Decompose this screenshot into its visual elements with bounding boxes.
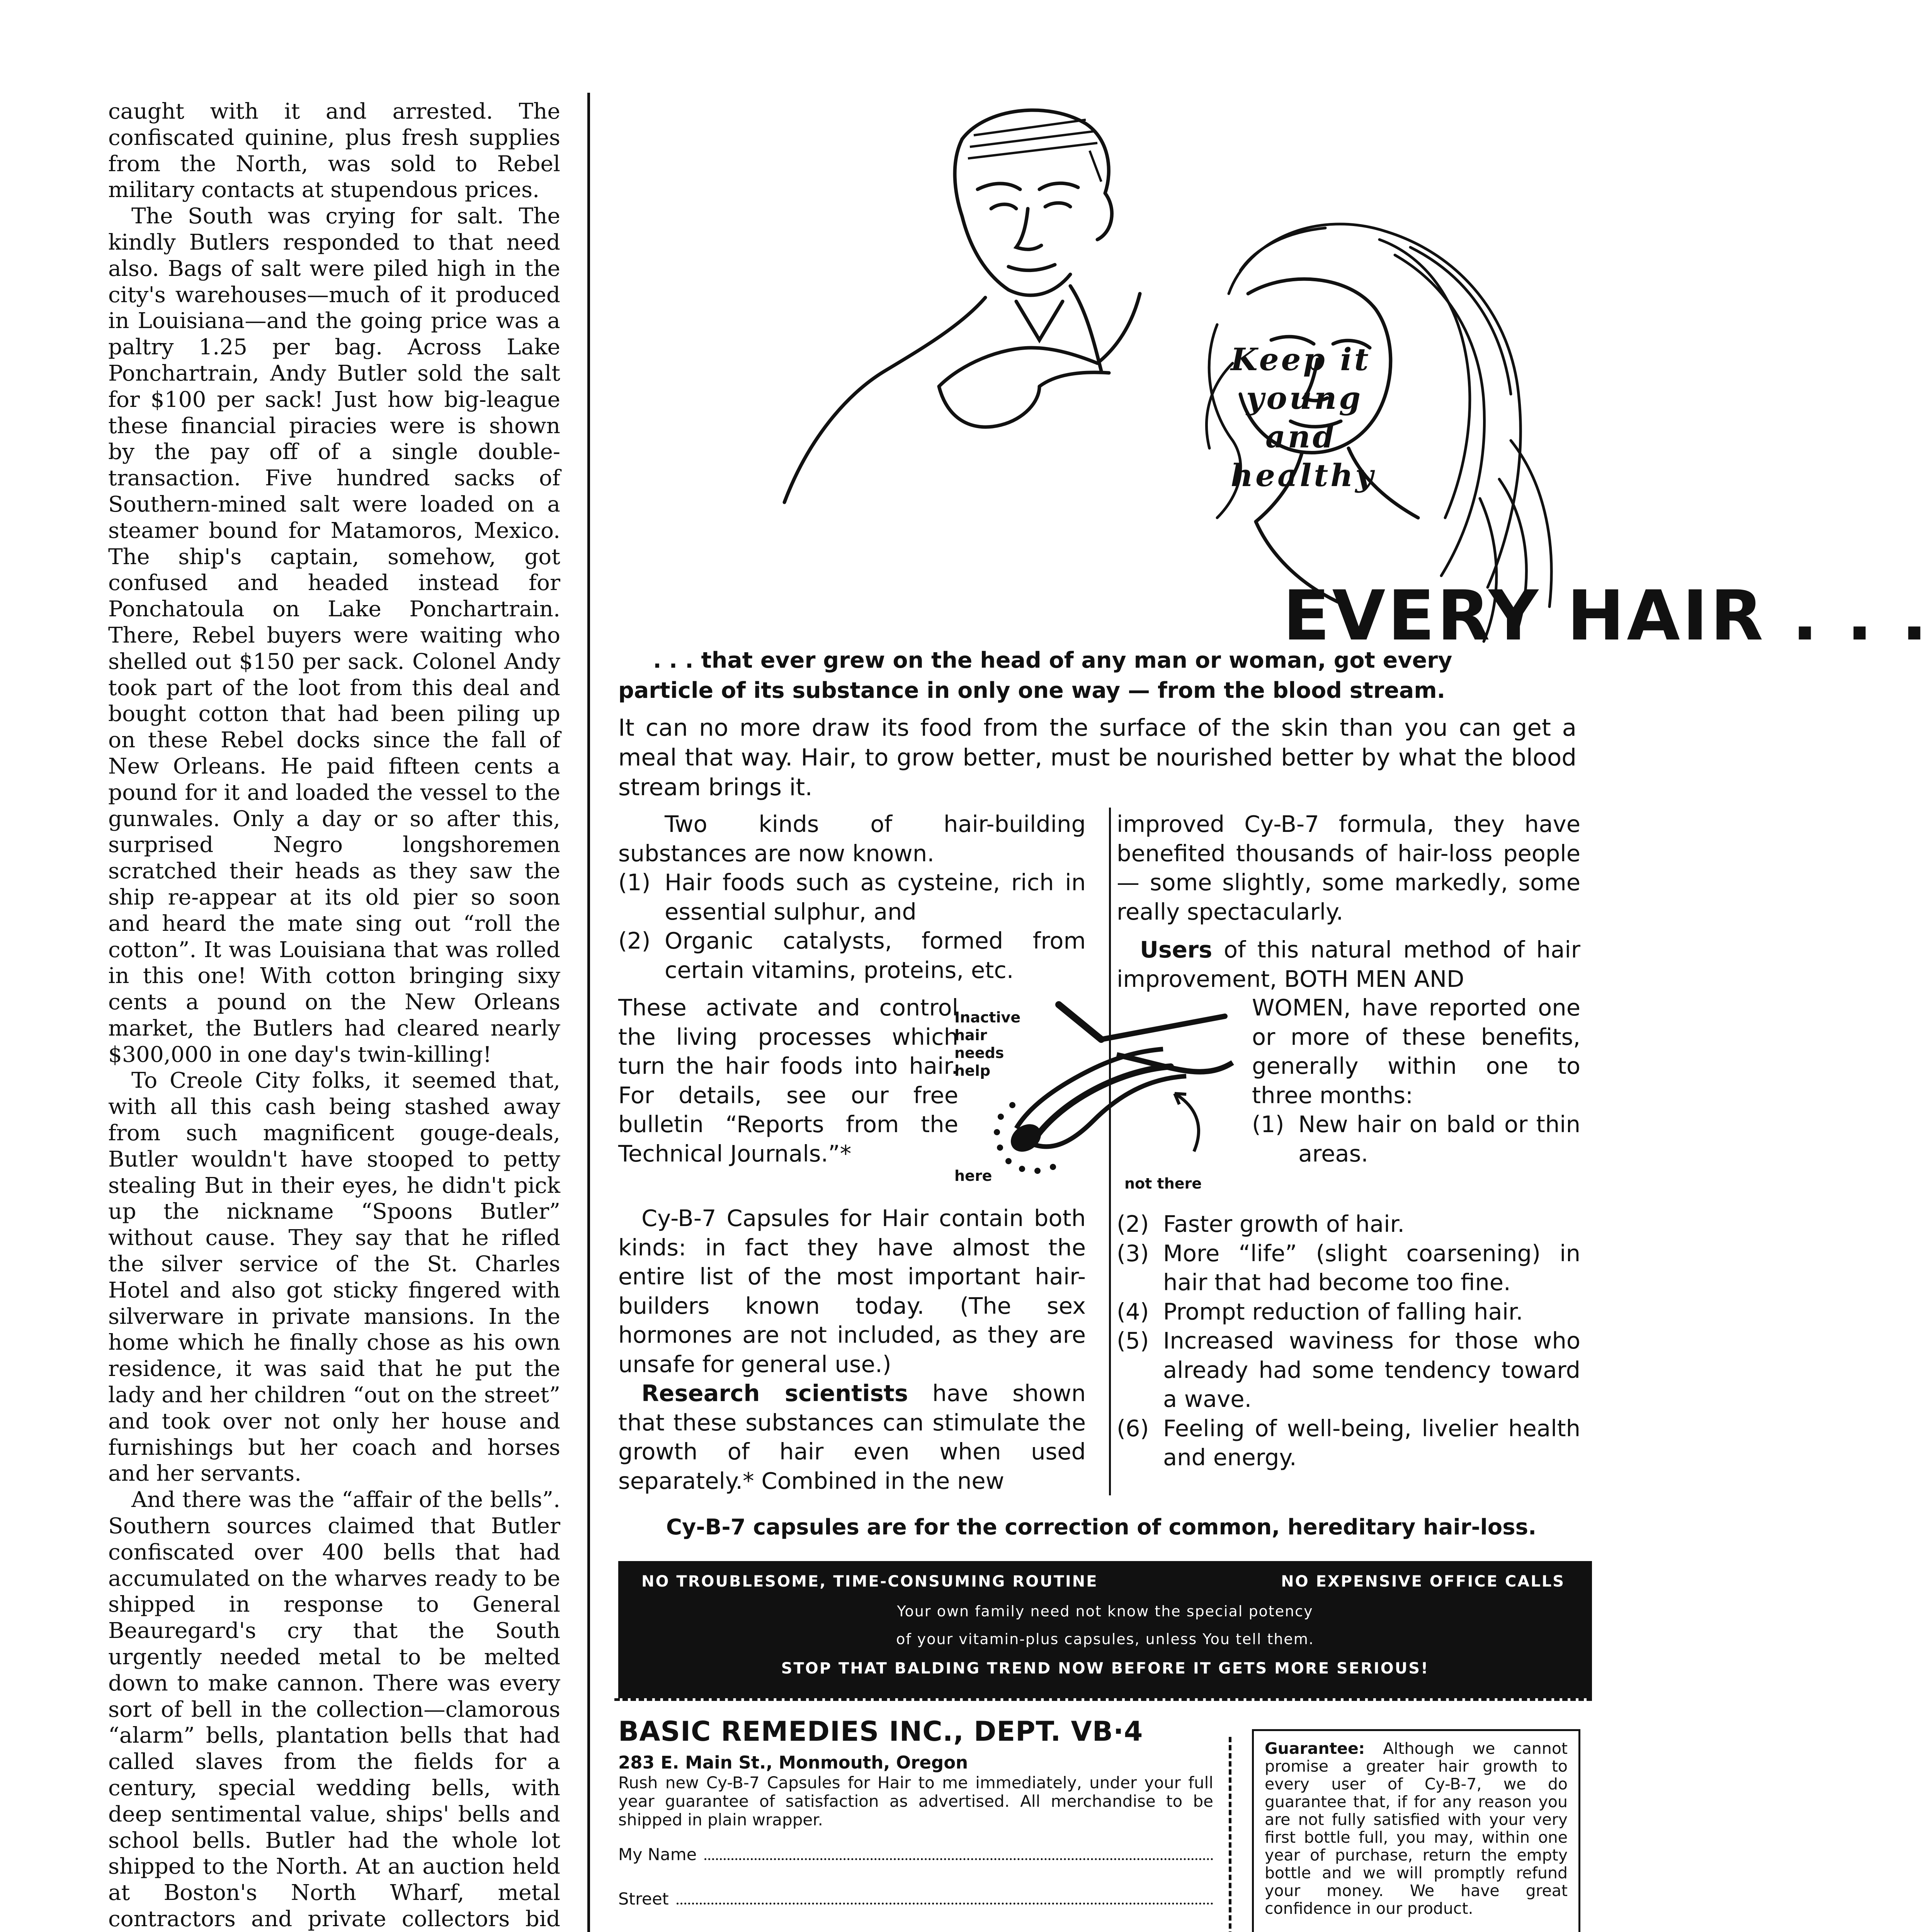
script-line: young [1246,380,1363,416]
benefit-number: (3) [1117,1240,1149,1267]
benefit-text: Feeling of well-being, livelier health and energy. [1163,1415,1580,1471]
script-line: and [1265,418,1337,455]
benefit-item [1117,1326,1580,1414]
improved-formula-text: improved Cy-B-7 formula, they have benefited thousands of hair-loss people — some slightly, some markedly, some really spectacularly. [1117,811,1580,925]
benefit-item [1117,1414,1580,1472]
order-instructions: Rush new Cy-B-7 Capsules for Hair to me immediately, under your full year guarantee of satisfaction as advertised. All merchandise to be shipped in plain wrapper. [618,1773,1213,1829]
capsules-text: Cy-B-7 Capsules for Hair contain both kinds: in fact they have almost the entire list of the most important hair-builders known today. (The sex hormones are not included, as they are unsafe for general use.) [618,1205,1086,1378]
research-bold: Research scientists [641,1380,908,1406]
research-text [618,1379,1086,1495]
benefit-text: Prompt reduction of falling hair. [1163,1298,1523,1325]
kind-text: Hair foods such as cysteine, rich in essential sulphur, and [665,869,1086,925]
benefits-list [1117,1209,1580,1472]
hair-substances-section [618,810,1086,985]
column-rule [587,93,590,1932]
ad-headline: EVERY HAIR . . . [1283,576,1930,656]
users-bold: Users [1140,936,1213,963]
diagram-label-not-there: not there [1124,1175,1202,1192]
street-input-line[interactable] [677,1893,1213,1905]
benefit-number: (6) [1117,1415,1149,1442]
black-banner [618,1561,1592,1698]
kind-item [618,868,1086,926]
company-address: 283 E. Main St., Monmouth, Oregon [618,1752,968,1773]
activate-text: These activate and control the living processes which turn the hair foods into hair. For details, see our free bulletin “Reports from the Technical Journals.”* [618,994,958,1167]
benefit-item [1117,1297,1580,1327]
users-rest: of this natural method of hair improvement, BOTH MEN AND [1117,936,1580,992]
script-tagline [1231,340,1424,495]
name-input-line[interactable] [704,1849,1213,1860]
kind-text: Organic catalysts, formed from certain vitamins, proteins, etc. [665,927,1086,983]
article-paragraph: The South was crying for salt. The kindly Butlers responded to that need also. Bags of salt were piled high in the city's warehouses—much of it produced in Louisiana—and the going price was a paltry 1.25 per bag. Across Lake Ponchartrain, Andy Butler sold the salt for $100 per sack! Just how big-league these financial piracies were is shown by the pay off of a single double-transaction. Five hundred sacks of Southern-mined salt were loaded on a steamer bound for Matamoros, Mexico. The ship's captain, somehow, got confused and headed instead for Ponchatoula on Lake Ponchartrain. There, Rebel buyers were waiting who shelled out $150 per sack. Colonel Andy took part of the loot from this deal and bought cotton that had been piling up on these Rebel docks since the fall of New Orleans. He paid fifteen cents a pound for it and loaded the vessel to the gunwales. Only a day or so after this, surprised Negro longshoremen scratched their heads as they saw the ship re-appear at its old pier so soon and heard the mate sing out “roll the cotton”. It was Louisiana that was rolled in this one! With cotton bringing sixy cents a pound on the New Orleans market, the Butlers had cleared nearly $300,000 in one day's twin-killing! [108,204,560,1067]
correction-statement: Cy-B-7 capsules are for the correction of common, hereditary hair-loss. [666,1515,1537,1540]
subhead-line: particle of its substance in only one way — from the blood stream. [618,678,1446,703]
article-paragraph: To Creole City folks, it seemed that, with all this cash being stashed away from such magnificent gouge-deals, Butler wouldn't have stooped to petty stealing But in their eyes, he didn't pick up the nickname “Spoons Butler” without cause. They say that he rifled the silver service of the St. Charles Hotel and also got sticky fingered with silverware in private mansions. In the home which he finally chose as his own residence, it was said that he put the lady and her children “out on the street” and took over not only her house and furnishings but her coach and horses and her servants. [108,1068,560,1486]
order-coupon [614,1698,1592,1932]
street-field[interactable] [618,1889,1213,1909]
research-rest: have shown that these substances can stimulate the growth of hair even when used separately.* Combined in the new [618,1380,1086,1494]
kind-number: (1) [618,869,651,896]
banner-middle-text: of your vitamin-plus capsules, unless You tell them. [896,1631,1314,1648]
women-text [1252,993,1580,1168]
capsules-section [618,1204,1086,1495]
diagram-label-inactive: Inactive hair needs help [954,1009,1021,1079]
benefit-item [1117,1209,1580,1239]
script-line: healthy [1231,457,1376,493]
article-column [108,99,560,1932]
guarantee-bold: Guarantee: [1265,1739,1365,1758]
benefit-item [1252,1110,1580,1168]
guarantee-text: Although we cannot promise a greater hair growth to every user of Cy-B-7, we do guarantee that, if for any reason you are not fully satisfied with your very first bottle full, you may, within one year of purchase, return the empty bottle and we will promptly refund your money. We have great confidence in our product. [1265,1739,1568,1918]
benefit-text: Faster growth of hair. [1163,1211,1405,1237]
street-label: Street [618,1889,669,1909]
kind-number: (2) [618,927,651,954]
company-name: BASIC REMEDIES INC., DEPT. VB·4 [618,1716,1143,1747]
subhead-line: . . . that ever grew on the head of any man or woman, got every [653,648,1452,673]
benefit-text: More “life” (slight coarsening) in hair that had become too fine. [1163,1240,1580,1296]
kind-item [618,926,1086,985]
banner-bottom-text: STOP THAT BALDING TREND NOW BEFORE IT GETS MORE SERIOUS! [781,1660,1429,1677]
banner-left-text: NO TROUBLESOME, TIME-CONSUMING ROUTINE [641,1573,1098,1590]
women-intro: WOMEN, have reported one or more of these benefits, generally within one to three months: [1252,994,1580,1109]
benefit-number: (5) [1117,1327,1149,1354]
column-divider [1109,808,1111,1495]
users-text [1117,935,1580,993]
benefit-text: New hair on bald or thin areas. [1298,1111,1580,1167]
article-paragraph: caught with it and arrested. The confiscated quinine, plus fresh supplies from the North, was sold to Rebel military contacts at stupendous prices. [108,99,560,203]
article-paragraph: And there was the “affair of the bells”. Southern sources claimed that Butler confiscated over 400 bells that had accumulated on the wharves ready to be shipped in response to General Beauregard's cry that the South urgently needed metal to be melted down to make cannon. There was every sort of bell in the collection—clamorous “alarm” bells, plantation bells that had called slaves from the fields for a century, special wedding bells, with deep sentimental value, ships' bells and school bells. Butler had the whole lot shipped to the North. At an auction held at Boston's North Wharf, metal contractors and private collectors bid [108,1487,560,1932]
name-field[interactable] [618,1845,1213,1864]
benefit-number: (1) [1252,1111,1284,1138]
hair-follicle-diagram [954,989,1256,1206]
script-line: Keep it [1231,341,1371,378]
benefit-number: (4) [1117,1298,1149,1325]
ad-subhead [618,645,1592,706]
two-kinds-text: Two kinds of hair-building substances are now known. [618,811,1086,867]
name-label: My Name [618,1845,697,1864]
benefit-number: (2) [1117,1211,1149,1237]
benefit-item [1117,1239,1580,1297]
coupon-cut-line [1229,1737,1231,1932]
diagram-label-here: here [954,1167,992,1184]
banner-middle-text: Your own family need not know the special potency [897,1603,1313,1620]
ad-intro: It can no more draw its food from the surface of the skin than you can get a meal that way. Hair, to grow better, must be nourished better by what the blood stream brings it. [618,714,1577,801]
banner-right-text: NO EXPENSIVE OFFICE CALLS [1281,1573,1565,1590]
benefit-text: Increased waviness for those who already had some tendency toward a wave. [1163,1327,1580,1412]
guarantee-box [1252,1729,1580,1932]
coupon-cut-line [614,1698,1592,1701]
